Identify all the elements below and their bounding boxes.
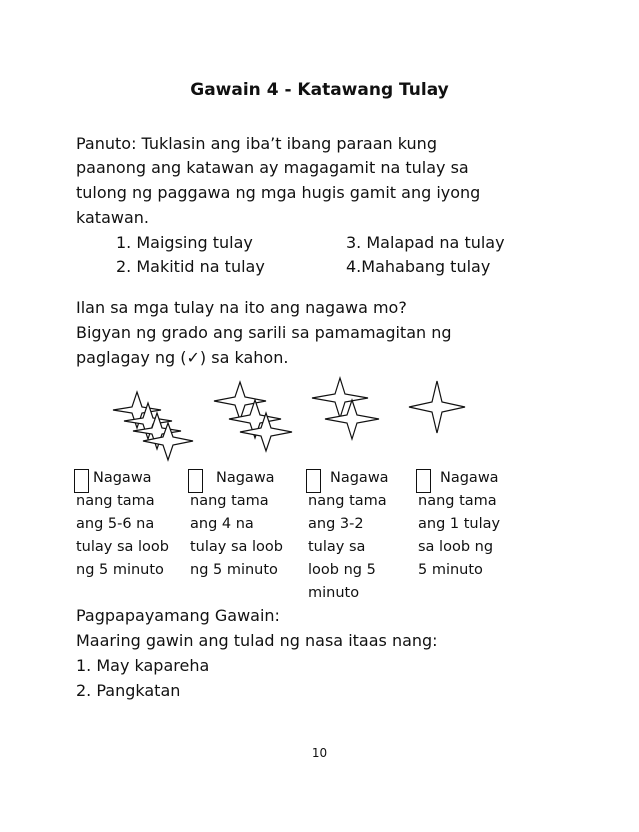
rating-label-line: nang tama [190,493,269,509]
instructions-line: tulong ng paggawa ng mga hugis gamit ang iyong [76,183,481,202]
rating-label-line: sa loob ng [418,539,494,555]
rating-label-line: Nagawa [93,470,152,486]
star-rating-graphic [0,370,639,470]
list-item: 3. Malapad na tulay [346,233,505,252]
star-group-4 [409,381,465,433]
rating-label-line: 5 minuto [418,562,483,578]
star-group-1 [113,392,193,460]
list-item: 4.Mahabang tulay [346,257,491,276]
rating-label-line: ang 4 na [190,516,254,532]
rating-label-line: ng 5 minuto [76,562,164,578]
enrichment-intro: Maaring gawin ang tulad ng nasa itaas nang: [76,631,438,650]
star-group-3 [312,378,379,439]
star-icon [325,400,379,439]
rating-label-line: nang tama [418,493,497,509]
star-group-2 [214,382,292,451]
rating-label-line: minuto [308,585,360,601]
rating-label-line: ang 5-6 na [76,516,155,532]
question-line: paglagay ng (✓) sa kahon. [76,348,289,367]
rating-label-line: ng 5 minuto [190,562,278,578]
star-icon [312,378,368,418]
question-line: Ilan sa mga tulay na ito ang nagawa mo? [76,298,407,317]
list-item: 2. Pangkatan [76,681,181,700]
star-icon [409,381,465,433]
rating-label-line: tulay sa [308,539,366,555]
rating-label-line: nang tama [308,493,387,509]
rating-label-line: Nagawa [440,470,499,486]
instructions-line: Panuto: Tuklasin ang iba’t ibang paraan kung [76,134,437,153]
rating-label-line: loob ng 5 [308,562,376,578]
list-item: 1. Maigsing tulay [116,233,253,252]
instructions-line: katawan. [76,208,149,227]
rating-label-line: Nagawa [330,470,389,486]
rating-label-line: tulay sa loob [190,539,284,555]
instructions-line: paanong ang katawan ay magagamit na tulay sa [76,158,469,177]
page-number: 10 [311,746,328,760]
rating-label-line: nang tama [76,493,155,509]
page-title: Gawain 4 - Katawang Tulay [190,80,449,100]
question-line: Bigyan ng grado ang sarili sa pamamagitan ng [76,323,452,342]
rating-label-line: ang 3-2 [308,516,364,532]
list-item: 2. Makitid na tulay [116,257,265,276]
rating-label-line: ang 1 tulay [418,516,501,532]
list-item: 1. May kapareha [76,656,210,675]
rating-label-line: Nagawa [216,470,275,486]
enrichment-heading: Pagpapayamang Gawain: [76,606,280,625]
rating-label-line: tulay sa loob [76,539,170,555]
